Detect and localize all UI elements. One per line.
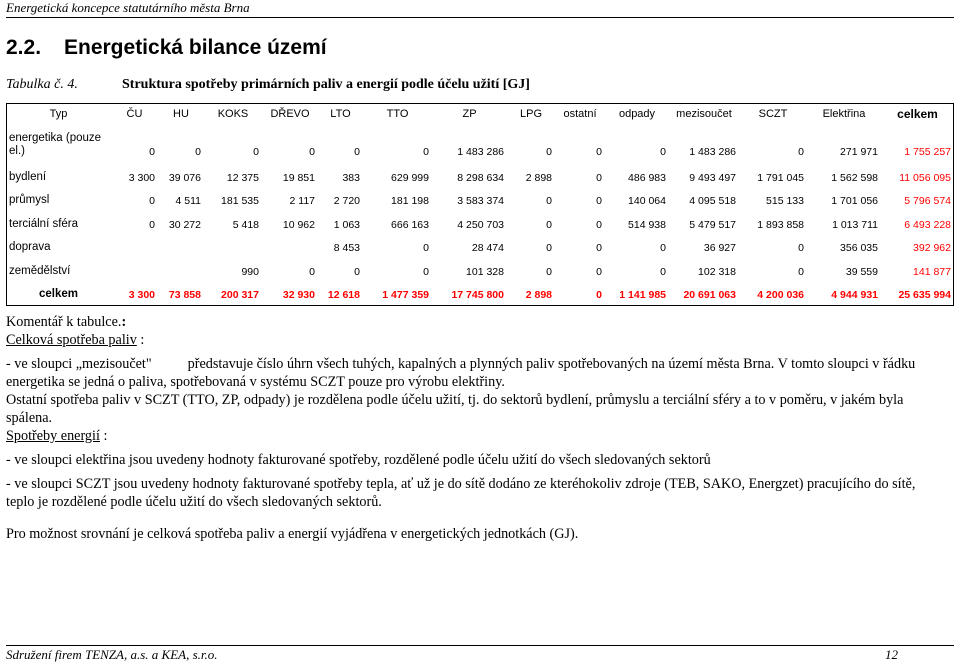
document-title: Energetická koncepce statutárního města Brna: [6, 0, 250, 15]
table-cell: 0: [596, 195, 602, 207]
column-header: ZP: [462, 107, 477, 120]
table-cell: 102 318: [698, 265, 736, 278]
table-row: [6, 160, 954, 184]
table-cell: 0: [596, 242, 602, 254]
column-header: odpady: [618, 107, 656, 120]
section-title: Energetická bilance území: [64, 36, 327, 59]
table-cell: [111, 231, 158, 255]
table-cell: 990: [241, 265, 259, 278]
table-cell: 0: [546, 242, 552, 254]
table-caption-title: Struktura spotřeby primárních paliv a energií podle účelu užití [GJ]: [122, 77, 530, 92]
table-cell: 32 930: [282, 289, 315, 301]
table-cell: 0: [195, 146, 201, 158]
table-cell: 0: [546, 218, 552, 231]
table-cell: 1 063: [333, 218, 360, 231]
table-cell: 383: [342, 171, 360, 184]
page-number: 12: [885, 647, 898, 662]
paragraph-subtotal: [6, 355, 916, 391]
table-cell: 0: [149, 195, 155, 207]
table-row: [6, 124, 954, 160]
table-cell: 0: [546, 195, 552, 207]
column-header: TTO: [386, 107, 409, 120]
table-cell: 4 095 518: [689, 195, 736, 207]
table-cell: 73 858: [168, 289, 201, 301]
section-number: 2.2.: [6, 36, 42, 59]
table-cell: 39 559: [845, 265, 878, 278]
column-header: Elektřina: [822, 107, 866, 120]
table-cell: 0: [798, 265, 804, 278]
page-footer: [6, 645, 954, 663]
table-cell: 1 562 598: [831, 171, 878, 184]
table-cell: 0: [596, 171, 602, 184]
table-cell: 4 200 036: [757, 289, 804, 301]
table-cell: 0: [354, 146, 360, 158]
table-cell: 20 691 063: [683, 289, 736, 301]
table-cell: 4 511: [175, 195, 201, 207]
table-cell: 4 944 931: [831, 289, 878, 301]
section-heading: [6, 36, 327, 60]
row-label: doprava: [9, 241, 51, 253]
comment-label-b: tabulce.: [76, 314, 122, 330]
table-cell: 0: [423, 146, 429, 158]
table-cell: 0: [253, 146, 259, 158]
fuel-consumption-label: Celková spotřeba paliv: [6, 332, 137, 348]
table-cell: 1 013 711: [832, 218, 878, 231]
table-cell: 0: [354, 265, 360, 278]
table-cell: 3 300: [128, 289, 155, 301]
table-cell: 12 618: [327, 289, 360, 301]
column-header: DŘEVO: [270, 107, 310, 120]
table-cell: 5 418: [232, 218, 259, 231]
table-cell: 0: [309, 265, 315, 278]
commentary: [6, 313, 916, 543]
table-cell: 629 999: [391, 171, 429, 184]
table-cell: 36 927: [703, 242, 736, 254]
column-header: mezisoučet: [676, 107, 732, 120]
table-row: [6, 278, 954, 302]
table-cell: 0: [660, 146, 666, 158]
table-cell: 1 893 858: [757, 218, 804, 231]
row-label: zemědělství: [9, 264, 71, 277]
table-cell: 9 493 497: [689, 171, 736, 184]
table-cell: 2 898: [525, 171, 552, 184]
table-cell: 0: [596, 218, 602, 231]
table-caption: [6, 77, 530, 93]
column-header: KOKS: [217, 107, 249, 120]
paragraph-subtotal-lead: - ve sloupci „mezisoučet": [6, 356, 152, 372]
table-cell: 356 035: [840, 242, 878, 254]
table-cell: 392 962: [913, 242, 951, 254]
table-cell: 0: [423, 242, 429, 254]
table-cell: 0: [798, 242, 804, 254]
table-cell: 2 117: [289, 195, 315, 207]
table-cell: 666 163: [391, 218, 429, 231]
row-label: terciální sféra: [9, 217, 79, 230]
column-header: SCZT: [758, 107, 788, 120]
column-header: ostatní: [563, 107, 597, 120]
table-cell: 2 898: [525, 289, 552, 301]
energy-consumption-colon: :: [99, 428, 108, 444]
table-caption-label: Tabulka č. 4.: [6, 77, 78, 92]
running-header: [6, 0, 954, 18]
table-cell: 1 477 359: [382, 289, 429, 301]
column-header: HU: [173, 107, 189, 120]
table-cell: 1 483 286: [689, 146, 736, 158]
table-cell: 39 076: [168, 171, 201, 184]
column-header: ČU: [126, 107, 143, 120]
paragraph-sczt-heat: - ve sloupci SCZT jsou uvedeny hodnoty fakturované spotřeby tepla, ať už je do sítě dodáno ze kteréhokoliv zdroje (TEB, SAKO, Energzet) pracujícího do sítě, teplo je rozdělené podle účelu užití do všech sledovaných sektorů.: [6, 476, 916, 510]
table-cell: 11 056 095: [899, 171, 951, 184]
table-cell: 514 938: [628, 218, 666, 231]
table-header-row: [6, 103, 954, 124]
table-cell: 486 983: [628, 171, 666, 184]
fuel-consumption-colon: :: [136, 332, 145, 348]
table-cell: 200 317: [221, 289, 259, 301]
table-cell: [158, 254, 204, 278]
comment-heading: [6, 313, 916, 331]
table-cell: 0: [596, 265, 602, 278]
table-cell: 0: [309, 146, 315, 158]
table-cell: 101 328: [466, 265, 504, 278]
table-cell: 1 755 257: [904, 146, 951, 158]
fuel-consumption-heading: [6, 331, 916, 349]
column-header: LTO: [330, 107, 351, 120]
table-cell: 181 535: [221, 195, 259, 207]
table-cell: 30 272: [168, 218, 201, 231]
table-row: [6, 184, 954, 208]
table-cell: 4 250 703: [457, 218, 504, 231]
table-cell: 17 745 800: [451, 289, 504, 301]
comment-colon: :: [121, 314, 127, 330]
table-cell: 2 720: [333, 195, 360, 207]
table-cell: 0: [596, 289, 602, 301]
table-cell: 0: [546, 265, 552, 278]
row-label: bydlení: [9, 170, 47, 183]
table-cell: [111, 254, 158, 278]
table-cell: 1 791 045: [757, 171, 804, 184]
table-cell: 1 141 985: [619, 289, 666, 301]
table-cell: 25 635 994: [898, 289, 951, 301]
column-header: LPG: [519, 107, 542, 120]
table-cell: 181 198: [391, 195, 429, 207]
table-row: [6, 231, 954, 255]
comment-label-a: Komentář k: [6, 314, 74, 330]
table-cell: [204, 231, 262, 255]
table-cell: 0: [149, 146, 155, 158]
footer-company: Sdružení firem TENZA, a.s. a KEA, s.r.o.: [6, 647, 218, 662]
energy-consumption-label: Spotřeby energií: [6, 428, 100, 444]
table-cell: 0: [149, 218, 155, 231]
table-cell: 12 375: [226, 171, 259, 184]
table-row: [6, 254, 954, 278]
table-cell: 8 298 634: [457, 171, 504, 184]
table-cell: 3 300: [128, 171, 155, 184]
table-cell: 0: [798, 146, 804, 158]
row-label: celkem: [38, 288, 78, 300]
table-cell: 141 877: [913, 265, 951, 278]
row-label: energetika (pouze el.): [9, 132, 102, 157]
paragraph-comparison: Pro možnost srovnání je celková spotřeba paliv a energií vyjádřena v energetických jednotkách (GJ).: [6, 526, 579, 542]
column-header: celkem: [897, 106, 938, 121]
table-cell: 28 474: [471, 242, 504, 254]
row-label: průmysl: [9, 194, 50, 206]
table-cell: 0: [596, 146, 602, 158]
table-cell: 6 493 228: [904, 218, 951, 231]
table-cell: 5 479 517: [689, 218, 736, 231]
table-row: [6, 207, 954, 231]
table-cell: 5 796 574: [904, 195, 951, 207]
table-cell: 0: [546, 146, 552, 158]
column-header: Typ: [49, 107, 68, 120]
table-cell: [158, 231, 204, 255]
table-cell: 0: [423, 265, 429, 278]
table-cell: 8 453: [333, 242, 360, 254]
paragraph-sczt-split: Ostatní spotřeba paliv v SCZT (TTO, ZP, odpady) je rozdělena podle účelu užití, tj. do sektorů bydlení, průmyslu a terciální sféry a to v poměru, v jakém byla spálena.: [6, 392, 904, 426]
paragraph-subtotal-text: představuje číslo úhrn všech tuhých, kapalných a plynných paliv spotřebovaných na území města Brna. V tomto sloupci v řádku energetika se jedná o paliva, spotřebovaná v systému SCZT pouze pro výrobu elektřiny.: [6, 356, 916, 390]
table-cell: 3 583 374: [457, 195, 504, 207]
table-cell: 140 064: [628, 195, 666, 207]
table-cell: 1 483 286: [457, 146, 504, 158]
table-cell: 271 971: [840, 146, 878, 158]
table-cell: 515 133: [766, 195, 804, 207]
table-cell: 10 962: [282, 218, 315, 231]
energy-consumption-heading: [6, 427, 916, 445]
table-cell: [262, 231, 318, 255]
consumption-table: [6, 103, 954, 301]
table-cell: 0: [660, 242, 666, 254]
paragraph-electricity: - ve sloupci elektřina jsou uvedeny hodnoty fakturované spotřeby, rozdělené podle účelu užití do všech sledovaných sektorů: [6, 452, 711, 468]
table-cell: 19 851: [282, 171, 315, 184]
table-cell: 0: [660, 265, 666, 278]
table-cell: 1 701 056: [831, 195, 878, 207]
